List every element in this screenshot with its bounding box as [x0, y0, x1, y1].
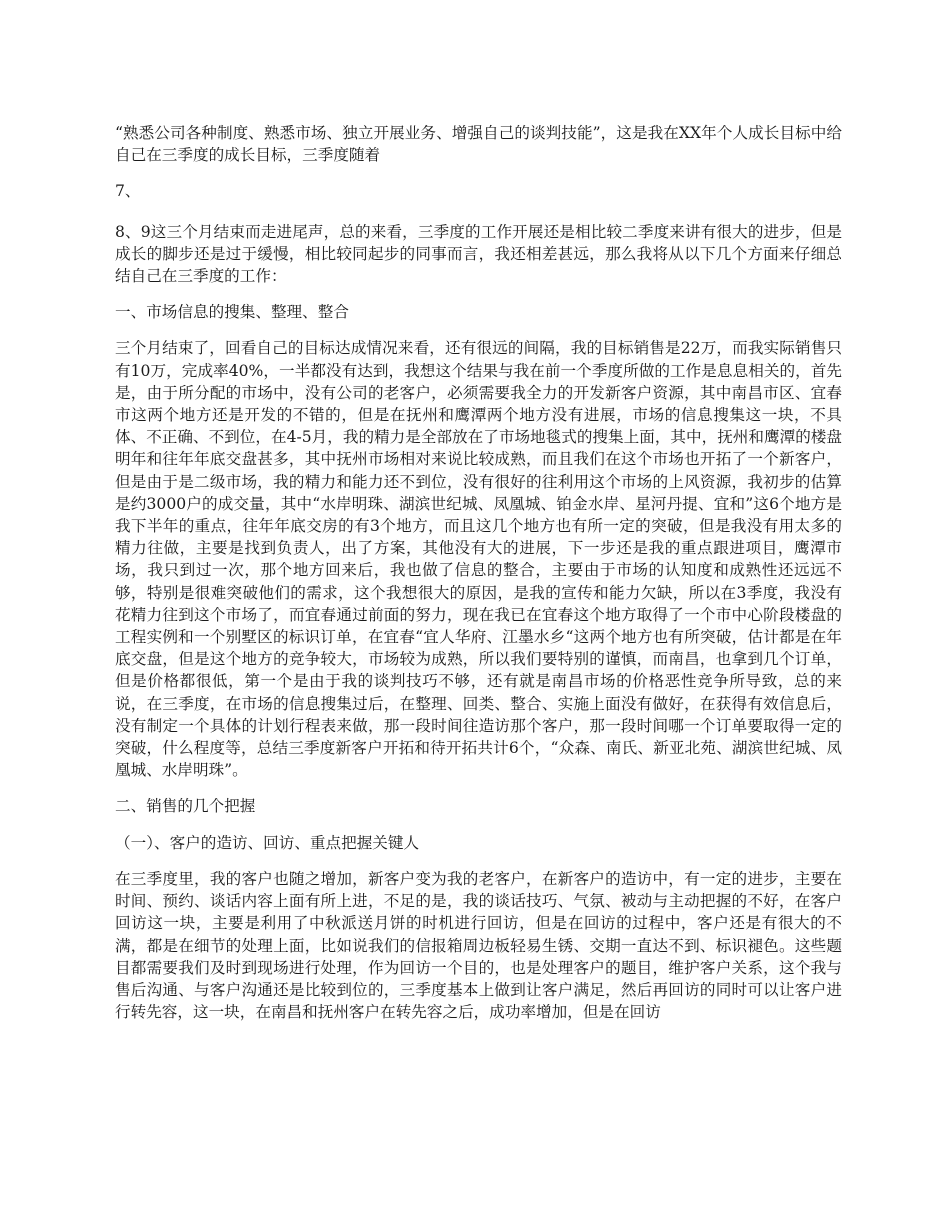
- client-visits-paragraph: 在三季度里，我的客户也随之增加，新客户变为我的老客户，在新客户的造访中，有一定的进步，主要在时间、预约、谈话内容上面有所上进，不足的是，我的谈话技巧、气氛、被动与主动把握的不好，在客户回访这一块，主要是利用了中秋派送月饼的时机进行回访，但是在回访的过程中，客户还是有很大的不满，都是在细节的处理上面，比如说我们的信报箱周边板轻易生锈、交期一直达不到、标识褪色。这些题目都需要我们及时到现场进行处理，作为回访一个目的，也是处理客户的题目，维护客户关系，这个我与售后沟通、与客户沟通还是比较到位的，三季度基本上做到让客户满足，然后再回访的同时可以让客户进行转先容，这一块，在南昌和抚州客户在转先容之后，成功率增加，但是在回访: [115, 869, 842, 1022]
- subsection-heading-client-visits: （一）、客户的造访、回访、重点把握关键人: [115, 833, 420, 852]
- section-heading-market-info: 一、市场信息的搜集、整理、整合: [115, 303, 349, 322]
- intro-paragraph: “熟悉公司各种制度、熟悉市场、独立开展业务、增强自己的谈判技能”，这是我在XX年个人成长目标中给自己在三季度的成长目标，三季度随着: [115, 124, 842, 165]
- summary-paragraph: 8、9这三个月结束而走进尾声，总的来看，三季度的工作开展还是相比较二季度来讲有很大的进步，但是成长的脚步还是过于缓慢，相比较同起步的同事而言，我还相差甚远，那么我将从以下几个方面来仔细总结自己在三季度的工作：: [115, 222, 842, 286]
- market-info-paragraph: 三个月结束了，回看自己的目标达成情况来看，还有很远的间隔，我的目标销售是22万，而我实际销售只有10万，完成率40%，一半都没有达到，我想这个结果与我在前一个季度所做的工作是息息相关的，首先是，由于所分配的市场中，没有公司的老客户，必须需要我全力的开发新客户资源，其中南昌市区、宜春市这两个地方还是开发的不错的，但是在抚州和鹰潭两个地方没有进展，市场的信息搜集这一块，不具体、不正确、不到位，在4-5月，我的精力是全部放在了市场地毯式的搜集上面，其中，抚州和鹰潭的楼盘明年和往年年底交盘甚多，其中抚州市场相对来说比较成熟，而且我们在这个市场也开拓了一个新客户，但是由于是二级市场，我的精力和能力还不到位，没有很好的往利用这个市场的上风资源，我初步的估算是约3000户的成交量，其中“水岸明珠、湖滨世纪城、凤凰城、铂金水岸、星河丹提、宜和”这6个地方是我下半年的重点，往年年底交房的有3个地方，而且这几个地方也有所一定的突破，但是我没有用太多的精力往做，主要是找到负责人，出了方案，其他没有大的进展，下一步还是我的重点跟进项目，鹰潭市场，我只到过一次，那个地方回来后，我也做了信息的整合，主要由于市场的认知度和成熟性还远远不够，特别是很难突破他们的需求，这个我想很大的原因，是我的宣传和能力欠缺，所以在3季度，我没有花精力往到这个市场了，而宜春通过前面的努力，现在我已在宜春这个地方取得了一个市中心阶段楼盘的工程实例和一个别墅区的标识订单，在宜春“宜人华府、江墨水乡“这两个地方也有所突破，估计都是在年底交盘，但是这个地方的竞争较大，市场较为成熟，所以我们要特别的谨慎，而南昌，也拿到几个订单，但是价格都很低，第一个是由于我的谈判技巧不够，还有就是南昌市场的价格恶性竞争所导致，总的来说，在三季度，在市场的信息搜集过后，在整理、回类、整合、实施上面没有做好，在获得有效信息后，没有制定一个具体的计划行程表来做，那一段时间往造访那个客户，那一段时间哪一个订单要取得一定的突破，什么程度等，总结三季度新客户开拓和待开拓共计6个，“众森、南氏、新亚北苑、湖滨世纪城、凤凰城、水岸明珠”。: [115, 339, 842, 780]
- section-heading-sales: 二、销售的几个把握: [115, 797, 256, 816]
- document-body: [115, 122, 842, 1037]
- month-marker: 7、: [115, 182, 141, 201]
